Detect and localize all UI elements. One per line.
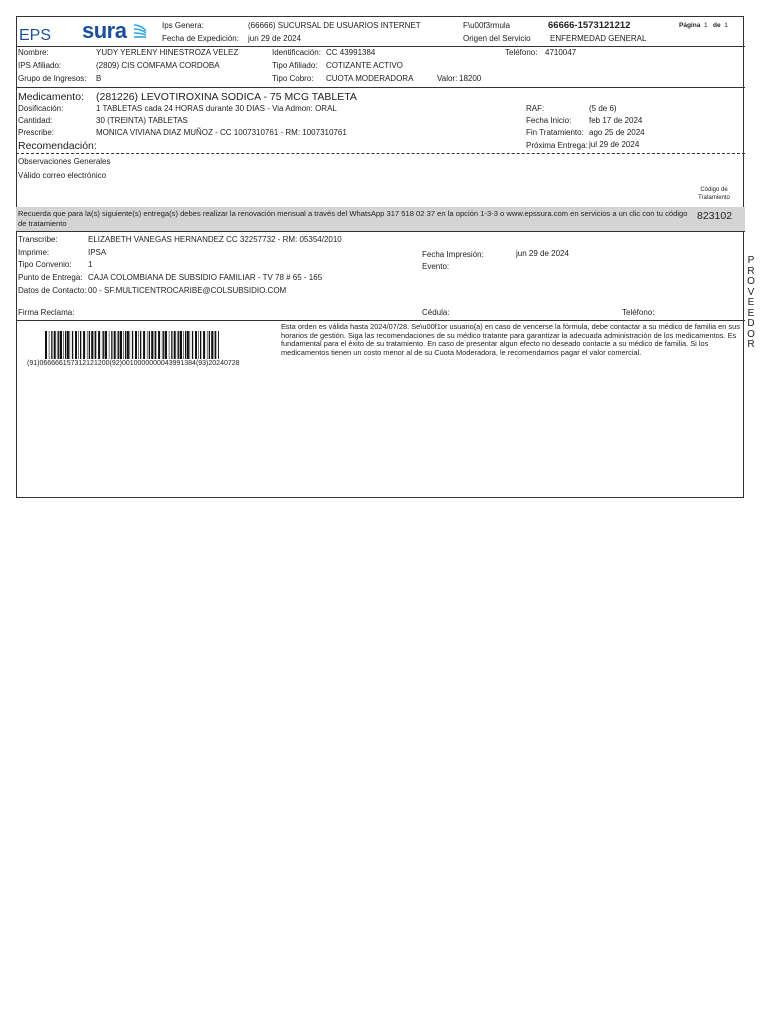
imprime-label: Imprime: (18, 248, 50, 257)
codigo-label-line-1: Código de (700, 187, 728, 193)
telefono-value: 4710047 (545, 48, 577, 57)
grupo-ingresos-label: Grupo de Ingresos: (18, 74, 87, 83)
nombre-label: Nombre: (18, 48, 49, 57)
observaciones-text: Válido correo electrónico (18, 171, 107, 180)
grupo-ingresos-value: B (96, 74, 102, 83)
punto-entrega-label: Punto de Entrega: (18, 273, 83, 282)
divider-header (16, 46, 745, 47)
sura-logo (82, 18, 126, 44)
raf-label: RAF: (526, 104, 545, 113)
divider-dashed-medication (16, 153, 745, 154)
sura-wordmark: sura (82, 18, 127, 43)
page-indicator (679, 22, 728, 29)
tipo-convenio-value: 1 (88, 260, 93, 269)
divider-delivery (16, 320, 745, 321)
transcribe-value: ELIZABETH VANEGAS HERNANDEZ CC 32257732 - RM: 05354/2010 (88, 235, 342, 244)
tipo-cobro-value: CUOTA MODERADORA (326, 74, 414, 83)
fecha-impresion-label: Fecha Impresión: (422, 250, 484, 259)
identificacion-label: Identificación: (272, 48, 321, 57)
firma-telefono-label: Teléfono: (622, 308, 655, 317)
raf-value: (5 de 6) (589, 104, 617, 113)
cantidad-value: 30 (TREINTA) TABLETAS (96, 116, 188, 125)
firma-reclama-label: Firma Reclama: (18, 308, 75, 317)
tipo-cobro-label: Tipo Cobro: (272, 74, 314, 83)
tipo-convenio-label: Tipo Convenio: (18, 260, 72, 269)
de-label: de (712, 22, 721, 29)
codigo-label-line-2: Tratamiento (698, 194, 730, 201)
valor-value: 18200 (459, 74, 482, 83)
medicamento-label: Medicamento: (18, 91, 84, 103)
fecha-inicio-label: Fecha Inicio: (526, 116, 572, 125)
origen-servicio-value: ENFERMEDAD GENERAL (550, 34, 647, 43)
reminder-line-2: de tratamiento (18, 219, 67, 228)
pagina-num: 1 (703, 22, 708, 29)
cedula-label: Cédula: (422, 308, 450, 317)
proveedor-vertical-label: P R O V E E D O R (747, 255, 755, 350)
ips-afiliado-value: (2809) CIS COMFAMA CORDOBA (96, 61, 220, 70)
validity-note: Esta orden es válida hasta 2024/07/28. Se\u00f1or usuario(a) en caso de vencerse la fórmula, debe contactar a su médico de familia en sus horarios de gestión. Siga las recomendaciones de su médico tratante para garantizar la adecuada administración de los medicamentos. Es fundamental para el éxito de su tratamiento. En caso de presentar algun efecto no deseado contacte a su médico de familia. Si los medicamentos tienen un costo menor al de su Cuota Moderadora, le recomendamos pagar el valor comercial. (281, 322, 740, 358)
ips-genera-value: (66666) SUCURSAL DE USUARIOS INTERNET (248, 21, 421, 30)
divider-patient (16, 87, 745, 88)
dosificacion-value: 1 TABLETAS cada 24 HORAS durante 30 DIAS - Via Admon: ORAL (96, 104, 337, 113)
codigo-tratamiento-label (698, 187, 730, 202)
prescription-frame (16, 16, 744, 498)
telefono-label: Teléfono: (505, 48, 538, 57)
fin-tratamiento-label: Fin Tratamiento: (526, 128, 584, 137)
pagina-total: 1 (724, 22, 728, 29)
recomendacion-label: Recomendación: (18, 140, 97, 152)
barcode (45, 331, 219, 359)
dosificacion-label: Dosificación: (18, 104, 64, 113)
transcribe-label: Transcribe: (18, 235, 58, 244)
fecha-expedicion-label: Fecha de Expedición: (162, 34, 239, 43)
proxima-entrega-value: jul 29 de 2024 (589, 140, 640, 149)
barcode-text: (91)066666157312121200(92)0010000000043991384(93)20240728 (27, 360, 240, 367)
divider-observations (16, 231, 745, 232)
proxima-entrega-label: Próxima Entrega: (526, 141, 588, 150)
ips-afiliado-label: IPS Afiliado: (18, 61, 62, 70)
formula-label: F\u00f3rmula (463, 21, 511, 30)
prescribe-label: Prescribe: (18, 128, 55, 137)
cantidad-label: Cantidad: (18, 116, 53, 125)
prescribe-value: MONICA VIVIANA DIAZ MUÑOZ - CC 1007310761 - RM: 1007310761 (96, 128, 347, 137)
fecha-inicio-value: feb 17 de 2024 (589, 116, 643, 125)
formula-number: 66666-1573121212 (548, 20, 631, 31)
nombre-value: YUDY YERLENY HINESTROZA VELEZ (96, 48, 239, 57)
fin-tratamiento-value: ago 25 de 2024 (589, 128, 645, 137)
observaciones-title: Observaciones Generales (18, 157, 111, 166)
evento-label: Evento: (422, 262, 450, 271)
eps-label: EPS (19, 27, 52, 44)
ips-genera-label: Ips Genera: (162, 21, 204, 30)
medicamento-value: (281226) LEVOTIROXINA SODICA - 75 MCG TABLETA (96, 91, 357, 103)
codigo-tratamiento-value: 823102 (697, 210, 733, 222)
reminder-line-1: Recuerda que para la(s) siguiente(s) entrega(s) debes realizar la renovación mensual a través del WhatsApp 317 518 02 37 en la opción 1-3-3 o www.epssura.com en servicios a un clic con tu código (18, 209, 688, 218)
identificacion-value: CC 43991384 (326, 48, 376, 57)
sura-wave-icon (132, 22, 148, 42)
valor-label: Valor: (437, 74, 458, 83)
fecha-expedicion-value: jun 29 de 2024 (248, 34, 301, 43)
tipo-afiliado-label: Tipo Afiliado: (272, 61, 318, 70)
imprime-value: IPSA (88, 248, 107, 257)
fecha-impresion-value: jun 29 de 2024 (516, 249, 569, 258)
pagina-label: Página (679, 22, 701, 29)
tipo-afiliado-value: COTIZANTE ACTIVO (326, 61, 403, 70)
datos-contacto-value: 00 - SF.MULTICENTROCARIBE@COLSUBSIDIO.COM (88, 286, 287, 295)
origen-servicio-label: Origen del Servicio (463, 34, 531, 43)
datos-contacto-label: Datos de Contacto: (18, 286, 87, 295)
punto-entrega-value: CAJA COLOMBIANA DE SUBSIDIO FAMILIAR - TV 78 # 65 - 165 (88, 273, 323, 282)
